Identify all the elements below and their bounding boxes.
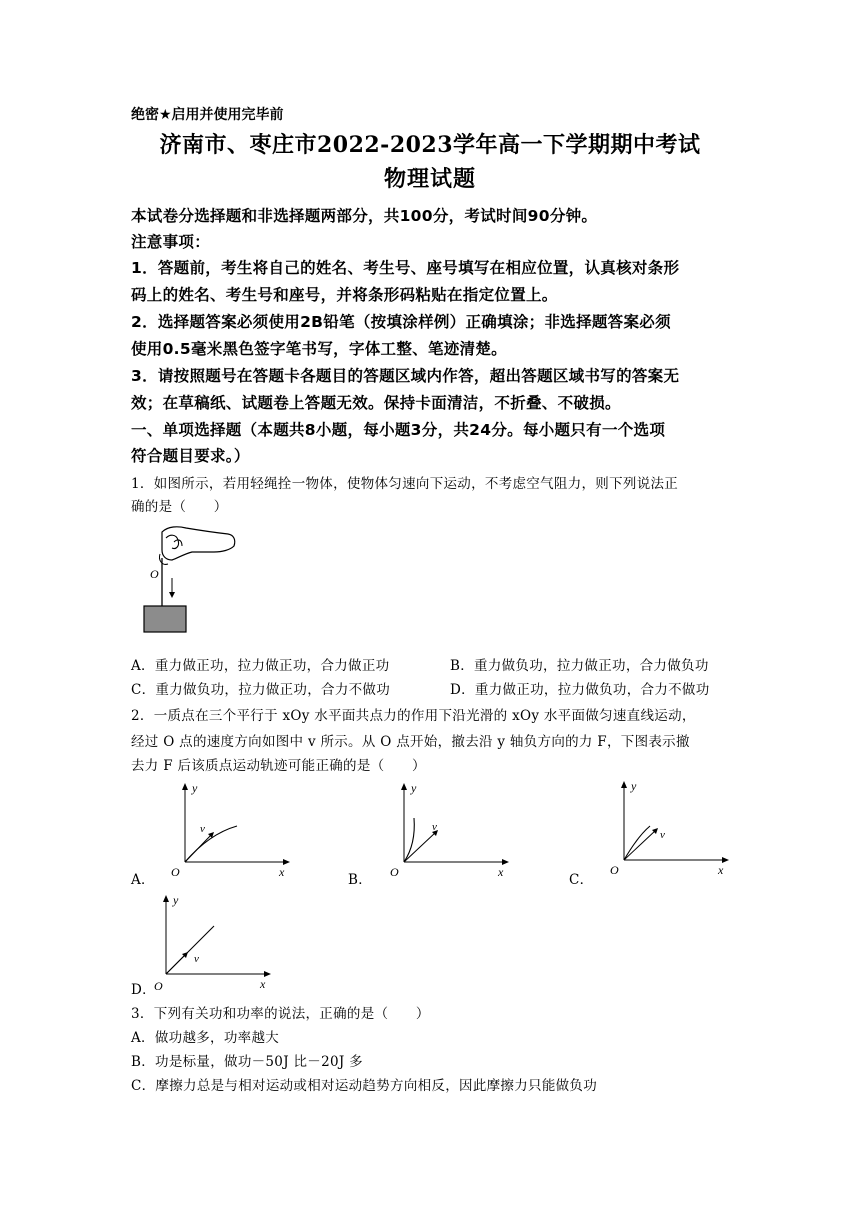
block (144, 606, 186, 632)
confidential-label: 绝密★启用并使用完毕前 (131, 107, 284, 123)
trajectory-curve (185, 826, 237, 862)
note-2-line-2: 使用0.5毫米黑色签字笔书写，字体工整、笔迹清楚。 (131, 340, 507, 358)
q3-stem: 3．下列有关功和功率的说法，正确的是（ ） (131, 1006, 430, 1022)
q2-stem-line-1: 2．一质点在三个平行于 xOy 水平面共点力的作用下沿光滑的 xOy 水平面做匀速直线运动， (131, 708, 696, 724)
q2-option-c-label: C． (569, 872, 594, 888)
q1-hand-rope-block-figure (138, 518, 242, 638)
q1-option-d: D．重力做正功，拉力做负功，合力不做功 (450, 682, 710, 698)
q2-option-a-label: A． (131, 872, 155, 888)
q2-option-d-label: D． (131, 982, 156, 998)
svg-text:x: x (718, 863, 724, 877)
note-2-line-1: 2．选择题答案必须使用2B铅笔（按填涂样例）正确填涂；非选择题答案必须 (131, 313, 671, 331)
note-3-line-2: 效；在草稿纸、试题卷上答题无效。保持卡面清洁，不折叠、不破损。 (131, 394, 621, 412)
q3-option-a: A．做功越多，功率越大 (131, 1030, 280, 1046)
svg-text:y: y (192, 781, 198, 795)
q2-stem-line-2: 经过 O 点的速度方向如图中 v 所示。从 O 点开始，撤去沿 y 轴负方向的力 F，下图表示撤 (131, 734, 690, 750)
note-1-line-2: 码上的姓名、考生号和座号，并将条形码粘贴在指定位置上。 (131, 286, 558, 304)
trajectory-curve (404, 818, 414, 862)
svg-text:v: v (660, 829, 665, 841)
svg-text:x: x (498, 865, 504, 879)
q2-option-b-label: B． (348, 872, 373, 888)
q1-option-b: B．重力做负功，拉力做正功，合力做负功 (450, 658, 709, 674)
exam-subtitle: 物理试题 (383, 166, 476, 192)
note-1-line-1: 1．答题前，考生将自己的姓名、考生号、座号填写在相应位置，认真核对条形 (131, 259, 680, 277)
svg-text:x: x (279, 865, 285, 879)
svg-text:v: v (200, 823, 205, 835)
q3-option-b: B．功是标量，做功－50J 比－20J 多 (131, 1054, 363, 1070)
trajectory-curve (624, 826, 650, 860)
section-heading-line-2: 符合题目要求。） (131, 447, 250, 465)
q1-stem-line-1: 1．如图所示，若用轻绳拴一物体，使物体匀速向下运动，不考虑空气阻力，则下列说法正 (131, 476, 679, 492)
q1-point-o-label: O (150, 567, 159, 581)
notes-heading: 注意事项： (131, 233, 211, 251)
svg-text:x: x (260, 977, 266, 991)
svg-text:O: O (154, 979, 163, 992)
q2-graph-b (384, 780, 514, 880)
q1-option-a: A．重力做正功，拉力做正功，合力做正功 (131, 658, 390, 674)
q3-option-c: C．摩擦力总是与相对运动或相对运动趋势方向相反，因此摩擦力只能做负功 (131, 1078, 598, 1094)
q2-graph-a (165, 780, 295, 880)
note-3-line-1: 3．请按照题号在答题卡各题目的答题区域内作答，超出答题区域书写的答案无 (131, 367, 680, 385)
exam-summary: 本试卷分选择题和非选择题两部分，共100分，考试时间90分钟。 (131, 207, 598, 225)
q1-stem-line-2: 确的是（ ） (131, 499, 228, 515)
svg-text:y: y (631, 779, 637, 793)
q2-graph-d (146, 892, 276, 992)
svg-text:O: O (610, 863, 619, 877)
svg-text:O: O (390, 865, 399, 879)
q2-graph-c (604, 778, 734, 878)
svg-text:y: y (411, 781, 417, 795)
exam-title: 济南市、枣庄市2022-2023学年高一下学期期中考试 (159, 132, 701, 158)
svg-text:O: O (171, 865, 180, 879)
svg-text:y: y (173, 893, 179, 907)
svg-text:v: v (194, 953, 199, 965)
q2-stem-line-3: 去力 F 后该质点运动轨迹可能正确的是（ ） (131, 758, 426, 774)
svg-text:v: v (432, 821, 437, 833)
q1-option-c: C．重力做负功，拉力做正功，合力不做功 (131, 682, 391, 698)
section-heading-line-1: 一、单项选择题（本题共8小题，每小题3分，共24分。每小题只有一个选项 (131, 421, 666, 439)
